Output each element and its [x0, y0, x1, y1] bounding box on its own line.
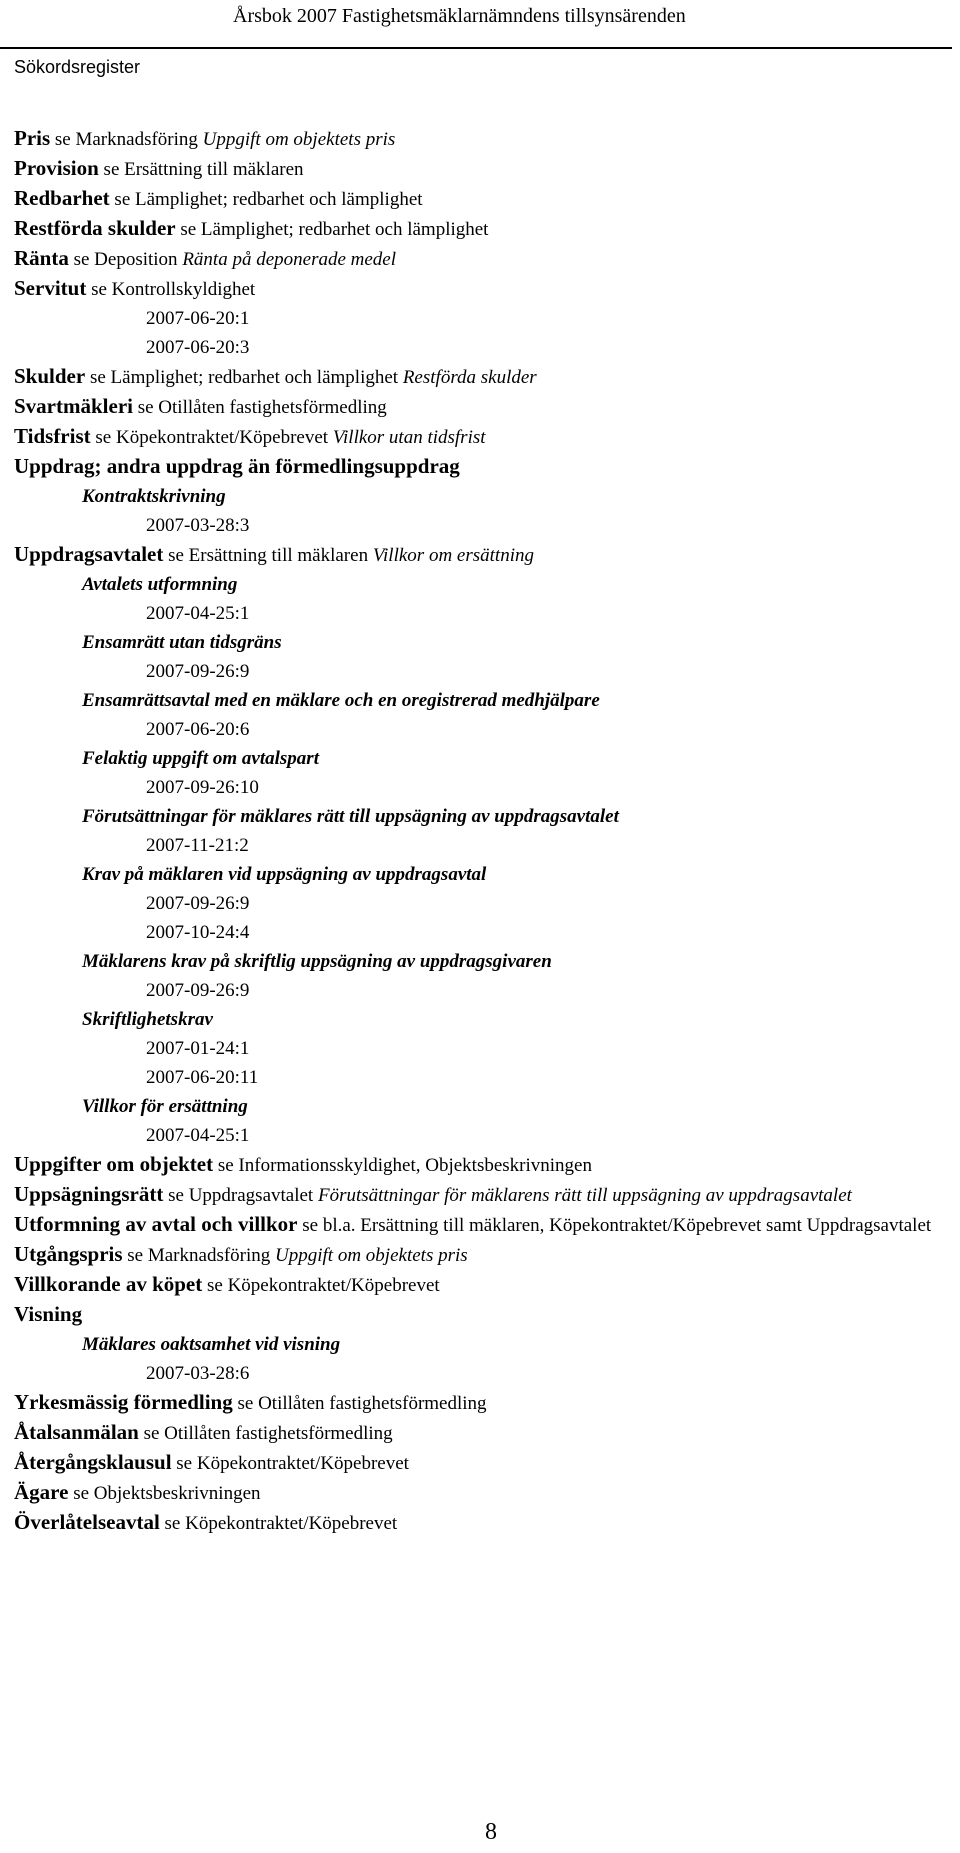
index-subheading: Avtalets utformning	[82, 574, 238, 595]
index-subheading: Mäklares oaktsamhet vid visning	[82, 1334, 341, 1355]
index-entry	[14, 1150, 954, 1180]
index-term: Tidsfrist	[14, 424, 91, 448]
index-term: Visning	[14, 1302, 83, 1326]
index-subheading: Skriftlighetskrav	[82, 1009, 213, 1030]
see-reference: se Ersättning till mäklaren	[168, 545, 369, 566]
case-date: 2007-06-20:6	[146, 719, 250, 740]
index-term: Utformning av avtal och villkor	[14, 1212, 298, 1236]
see-reference: se Otillåten fastighetsförmedling	[143, 1423, 393, 1444]
index-term: Yrkesmässig förmedling	[14, 1390, 233, 1414]
case-date: 2007-09-26:10	[146, 777, 259, 798]
case-date: 2007-04-25:1	[146, 1125, 250, 1146]
case-date: 2007-10-24:4	[146, 922, 250, 943]
index-term: Ägare	[14, 1480, 69, 1504]
index-subheading: Ensamrättsavtal med en mäklare och en oregistrerad medhjälpare	[82, 690, 600, 711]
topic-reference: Uppgift om objektets pris	[275, 1245, 468, 1266]
index-term: Redbarhet	[14, 186, 110, 210]
page-header-title: Årsbok 2007 Fastighetsmäklarnämndens tillsynsärenden	[233, 5, 686, 27]
see-reference: se Kontrollskyldighet	[91, 279, 256, 300]
see-reference: se Objektsbeskrivningen	[73, 1483, 261, 1504]
index-subheading: Villkor för ersättning	[82, 1096, 248, 1117]
index-entry	[14, 244, 954, 274]
case-date: 2007-03-28:3	[146, 515, 250, 536]
topic-reference: Förutsättningar för mäklarens rätt till uppsägning av uppdragsavtalet	[317, 1185, 852, 1206]
case-date: 2007-06-20:1	[146, 308, 250, 329]
index-term: Uppsägningsrätt	[14, 1182, 164, 1206]
see-reference: se bl.a. Ersättning till mäklaren, Köpekontraktet/Köpebrevet samt Uppdragsavtalet	[302, 1215, 932, 1236]
see-reference: se Ersättning till mäklaren	[103, 159, 304, 180]
see-reference: se Marknadsföring	[127, 1245, 271, 1266]
index-entry	[14, 214, 954, 244]
index-subheading: Mäklarens krav på skriftlig uppsägning av uppdragsgivaren	[82, 951, 552, 972]
index-entry	[14, 1388, 954, 1418]
index-term: Återgångsklausul	[14, 1450, 172, 1474]
case-date: 2007-04-25:1	[146, 603, 250, 624]
see-reference: se Lämplighet; redbarhet och lämplighet	[114, 189, 423, 210]
case-date: 2007-09-26:9	[146, 893, 250, 914]
index-entry	[14, 274, 954, 304]
index-entry	[14, 392, 954, 422]
index-entry	[14, 1270, 954, 1300]
index-term: Uppdragsavtalet	[14, 542, 164, 566]
index-entry	[14, 1478, 954, 1508]
page-number: 8	[485, 1819, 497, 1845]
section-label: Sökordsregister	[14, 57, 141, 77]
index-entry	[14, 362, 954, 392]
case-date: 2007-03-28:6	[146, 1363, 250, 1384]
index-term: Åtalsanmälan	[14, 1420, 139, 1444]
index-term: Pris	[14, 126, 51, 150]
index-entry	[14, 1508, 954, 1538]
index-term: Villkorande av köpet	[14, 1272, 203, 1296]
index-term: Ränta	[14, 246, 69, 270]
see-reference: se Informationsskyldighet, Objektsbeskrivningen	[217, 1155, 592, 1176]
index-term: Servitut	[14, 276, 87, 300]
index-term: Restförda skulder	[14, 216, 176, 240]
index-entry	[14, 1300, 954, 1330]
index-subheading: Felaktig uppgift om avtalspart	[82, 748, 319, 769]
topic-reference: Villkor om ersättning	[372, 545, 534, 566]
index-subheading: Kontraktskrivning	[82, 486, 226, 507]
index-entry	[14, 124, 954, 154]
see-reference: se Köpekontraktet/Köpebrevet	[95, 427, 329, 448]
index-term: Provision	[14, 156, 99, 180]
index-entry	[14, 154, 954, 184]
see-reference: se Otillåten fastighetsförmedling	[137, 397, 387, 418]
see-reference: se Lämplighet; redbarhet och lämplighet	[89, 367, 399, 388]
topic-reference: Uppgift om objektets pris	[202, 129, 396, 150]
index-entry	[14, 1210, 954, 1240]
see-reference: se Otillåten fastighetsförmedling	[237, 1393, 487, 1414]
topic-reference: Villkor utan tidsfrist	[332, 427, 486, 448]
topic-reference: Ränta på deponerade medel	[182, 249, 397, 270]
see-reference: se Köpekontraktet/Köpebrevet	[207, 1275, 440, 1296]
see-reference: se Köpekontraktet/Köpebrevet	[164, 1513, 398, 1534]
index-term: Svartmäkleri	[14, 394, 133, 418]
case-date: 2007-09-26:9	[146, 661, 250, 682]
index-subheading: Förutsättningar för mäklares rätt till uppsägning av uppdragsavtalet	[82, 806, 619, 827]
see-reference: se Lämplighet; redbarhet och lämplighet	[180, 219, 489, 240]
index-term: Överlåtelseavtal	[14, 1510, 160, 1534]
see-reference: se Deposition	[73, 249, 178, 270]
index-term: Skulder	[14, 364, 86, 388]
index-entry	[14, 1448, 954, 1478]
case-date: 2007-09-26:9	[146, 980, 250, 1001]
index-entry	[14, 184, 954, 214]
index-subheading: Ensamrätt utan tidsgräns	[82, 632, 282, 653]
index-term: Utgångspris	[14, 1242, 123, 1266]
index-term: Uppdrag; andra uppdrag än förmedlingsuppdrag	[14, 454, 460, 478]
keyword-index	[14, 124, 954, 1538]
index-subheading: Krav på mäklaren vid uppsägning av uppdragsavtal	[82, 864, 487, 885]
index-entry	[14, 452, 954, 482]
case-date: 2007-01-24:1	[146, 1038, 250, 1059]
case-date: 2007-06-20:3	[146, 337, 250, 358]
header-divider	[0, 47, 952, 49]
index-entry	[14, 422, 954, 452]
case-date: 2007-06-20:11	[146, 1067, 259, 1088]
index-term: Uppgifter om objektet	[14, 1152, 214, 1176]
topic-reference: Restförda skulder	[402, 367, 537, 388]
see-reference: se Marknadsföring	[54, 129, 198, 150]
see-reference: se Köpekontraktet/Köpebrevet	[176, 1453, 409, 1474]
case-date: 2007-11-21:2	[146, 835, 249, 856]
index-entry	[14, 1180, 954, 1210]
see-reference: se Uppdragsavtalet	[168, 1185, 314, 1206]
index-entry	[14, 540, 954, 570]
index-entry	[14, 1240, 954, 1270]
index-entry	[14, 1418, 954, 1448]
